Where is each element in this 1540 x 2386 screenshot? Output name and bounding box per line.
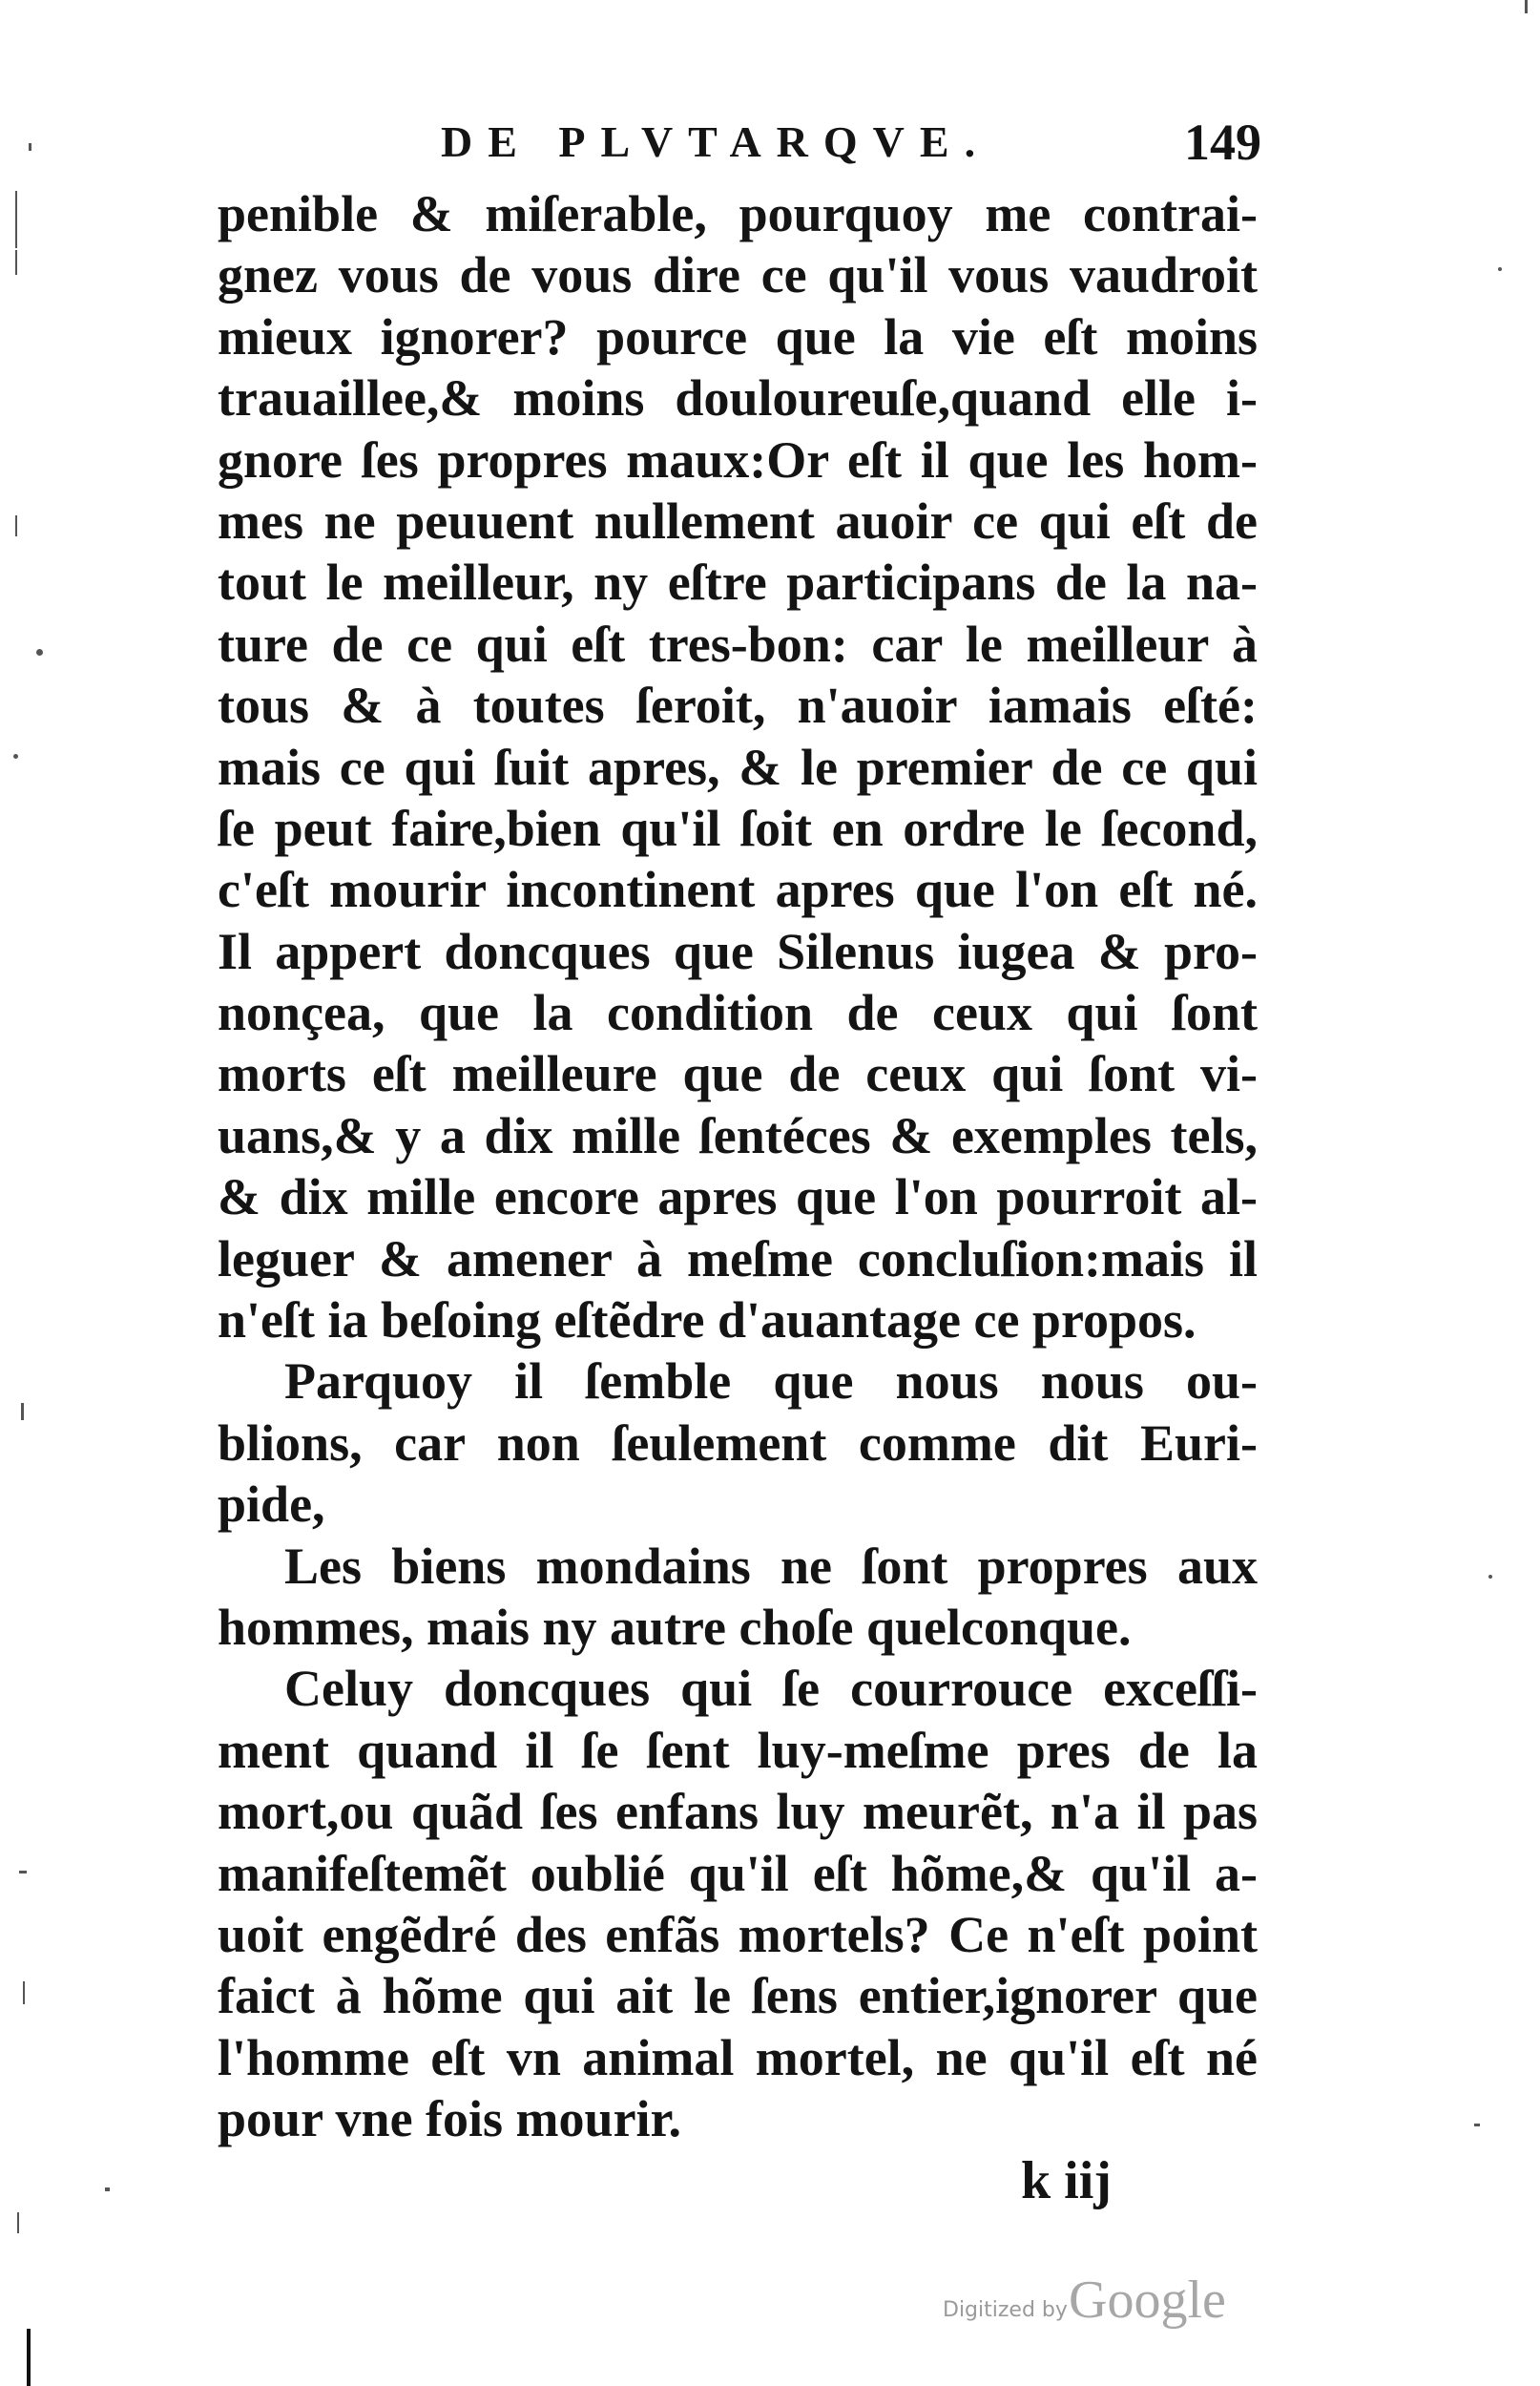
text-line: tout le meilleur, ny eſtre participans de la na- (218, 554, 1258, 612)
google-logo: Google (1069, 2271, 1226, 2330)
text-line: gnore ſes propres maux:Or eſt il que les hom- (218, 430, 1258, 489)
text-line: mieux ignorer? pource que la vie eſt moins (218, 307, 1258, 366)
running-title: DE PLVTARQVE. (441, 117, 991, 166)
text-line: nonçea, que la condition de ceux qui ſont (218, 984, 1258, 1042)
text-line: Il appert doncques que Silenus iugea & pro- (218, 922, 1258, 980)
text-line: ment quand il ſe ſent luy-meſme pres de la (218, 1721, 1258, 1779)
text-line: uoit engẽdré des enfãs mortels? Ce n'eſt point (218, 1905, 1258, 1963)
text-line: trauaillee,& moins douloureuſe,quand elle i- (218, 369, 1258, 428)
text-line: faict à hõme qui ait le ſens entier,ignorer que (218, 1967, 1258, 2025)
scan-speck (27, 2329, 31, 2386)
scan-speck (15, 250, 17, 275)
text-line: l'homme eſt vn animal mortel, ne qu'il eſt né (218, 2028, 1258, 2086)
text-line: ture de ce qui eſt tres-bon: car le meilleur à (218, 615, 1258, 673)
text-line: tous & à toutes ſeroit, n'auoir iamais eſté: (218, 677, 1258, 735)
body-text (218, 183, 1258, 2150)
text-line: Parquoy il ſemble que nous nous ou- (284, 1352, 1258, 1411)
text-line: pide, (218, 1476, 325, 1534)
text-line: n'eſt ia beſoing eſtẽdre d'auantage ce propos. (218, 1291, 1197, 1350)
text-line: uans,& y a dix mille ſentéces & exemples tels, (218, 1106, 1258, 1164)
text-line: Celuy doncques qui ſe courrouce exceſſi- (284, 1660, 1258, 1718)
text-line: mes ne peuuent nullement auoir ce qui eſt de (218, 492, 1258, 550)
scan-speck (1498, 267, 1502, 271)
text-line: pour vne fois mourir. (218, 2090, 682, 2148)
text-line: manifeſtemẽt oublié qu'il eſt hõme,& qu'il a- (218, 1844, 1258, 1902)
text-line: mais ce qui ſuit apres, & le premier de ce qui (218, 738, 1258, 796)
text-line: & dix mille encore apres que l'on pourroit al- (218, 1168, 1258, 1226)
text-line: c'eſt mourir incontinent apres que l'on eſt né. (218, 861, 1258, 919)
verse-line: hommes, mais ny autre choſe quelconque. (218, 1598, 1132, 1656)
text-line: ſe peut faire,bien qu'il ſoit en ordre le ſecond, (218, 799, 1258, 857)
scan-speck (29, 143, 31, 151)
running-head (441, 113, 1261, 179)
scan-speck (21, 1403, 24, 1420)
page-number: 149 (1184, 114, 1261, 171)
verse-line: Les biens mondains ne ſont propres aux (284, 1537, 1258, 1595)
scan-speck (13, 754, 18, 759)
scan-speck (1488, 1575, 1492, 1579)
digitized-by-text: Digitized by (943, 2298, 1068, 2322)
scan-speck (1474, 2124, 1480, 2126)
scan-speck (23, 1981, 25, 2004)
signature-mark: k iij (1021, 2151, 1112, 2210)
scan-speck (36, 649, 43, 656)
text-line: leguer & amener à meſme concluſion:mais il (218, 1229, 1258, 1287)
scan-speck (105, 2187, 110, 2191)
scan-speck (19, 1871, 27, 1873)
text-line: gnez vous de vous dire ce qu'il vous vaudroit (218, 246, 1258, 304)
scan-speck (15, 191, 17, 248)
text-line: morts eſt meilleure que de ceux qui ſont vi- (218, 1045, 1258, 1103)
text-line: blions, car non ſeulement comme dit Euri- (218, 1413, 1258, 1472)
digitized-watermark (943, 2270, 1286, 2336)
text-line: penible & miſerable, pourquoy me contrai- (218, 185, 1258, 242)
scan-speck (17, 2212, 19, 2233)
scan-speck (1525, 0, 1528, 13)
text-line: mort,ou quãd ſes enfans luy meurẽt, n'a il pas (218, 1783, 1258, 1841)
scan-speck (15, 515, 17, 536)
